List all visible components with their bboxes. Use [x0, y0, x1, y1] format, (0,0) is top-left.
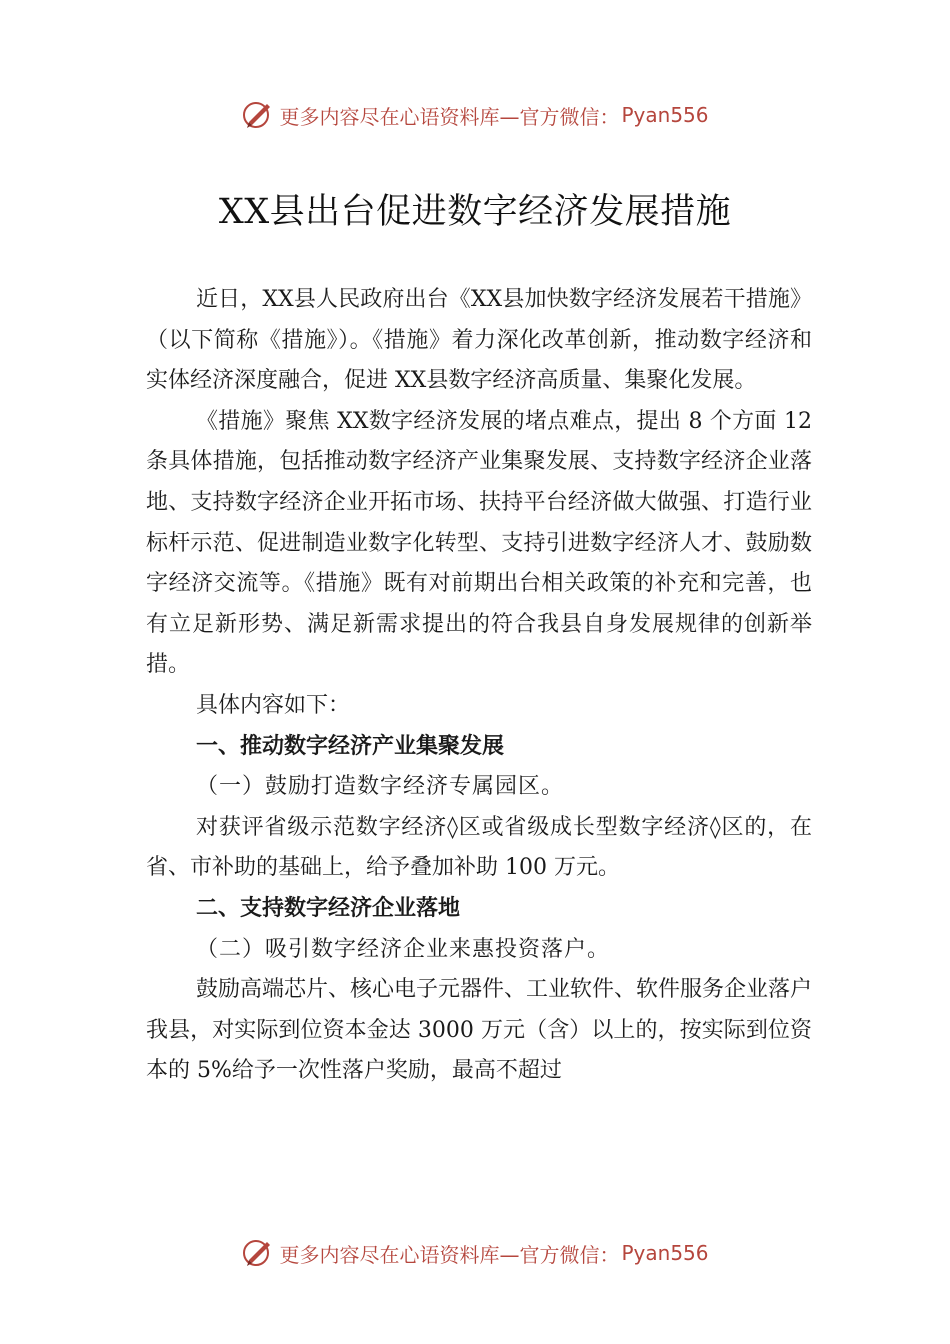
section-heading: 二、支持数字经济企业落地 — [196, 895, 461, 921]
banner-text: 更多内容尽在心语资料库—官方微信： — [279, 1242, 620, 1267]
section-heading: 一、推动数字经济产业集聚发展 — [196, 733, 505, 759]
subsection-heading: （一）鼓励打造数字经济专属园区。 — [196, 774, 565, 800]
subsection-heading: （二）吸引数字经济企业来惠投资落户。 — [196, 936, 611, 962]
paragraph: 对获评省级示范数字经济◊区或省级成长型数字经济◊区的，在省、市补助的基础上，给予叠加补助 100 万元。 — [146, 814, 812, 881]
paragraph: 鼓励高端芯片、核心电子元器件、工业软件、软件服务企业落户我县，对实际到位资本金达 3000 万元（含）以上的，按实际到位资本的 5%给予一次性落户奖励，最高不超过 — [146, 977, 813, 1084]
paragraph: 近日，XX县人民政府出台《XX县加快数字经济发展若干措施》（以下简称《措施》）。《措施》着力深化改革创新，推动数字经济和实体经济深度融合，促进 XX县数字经济高质量、集聚化发展。 — [146, 287, 812, 394]
pen-logo-icon — [241, 1236, 275, 1270]
page-title: XX县出台促进数字经济发展措施 — [218, 192, 732, 232]
pen-logo-icon — [241, 98, 275, 132]
header-banner — [0, 95, 950, 135]
footer-banner — [0, 1233, 950, 1273]
document-body — [146, 280, 812, 1092]
paragraph: 《措施》聚焦 XX数字经济发展的堵点难点，提出 8 个方面 12 条具体措施，包括推动数字经济产业集聚发展、支持数字经济企业落地、支持数字经济企业开拓市场、扶持平台经济做大做强、打造行业标杆示范、促进制造业数字化转型、支持引进数字经济人才、鼓励数字经济交流等。《措施》既有对前期出台相关政策的补充和完善，也有立足新形势、满足新需求提出的符合我县自身发展规律的创新举措。 — [146, 408, 812, 678]
banner-wechat-id: Pyan556 — [621, 103, 709, 127]
paragraph: 具体内容如下： — [196, 692, 351, 718]
banner-text: 更多内容尽在心语资料库—官方微信： — [279, 104, 620, 129]
banner-wechat-id: Pyan556 — [621, 1241, 709, 1265]
